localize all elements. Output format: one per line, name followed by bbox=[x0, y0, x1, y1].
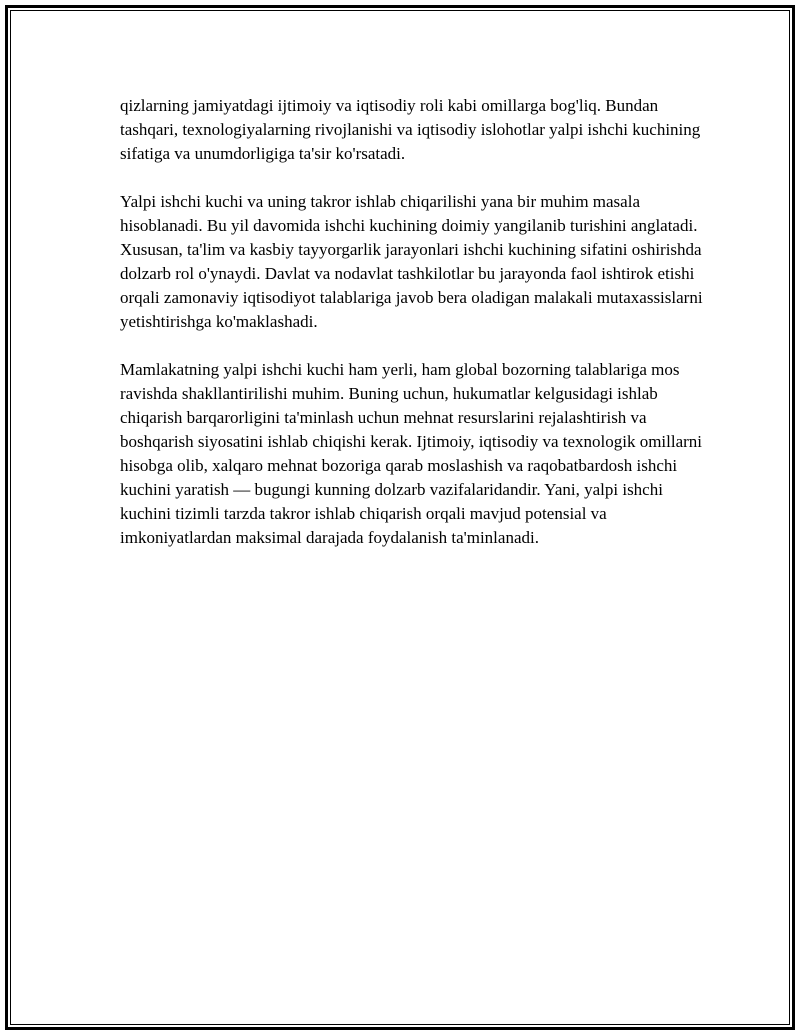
paragraph-2: Yalpi ishchi kuchi va uning takror ishlab chiqarilishi yana bir muhim masala hisoblanadi. Bu yil davomida ishchi kuchining doimiy yangilanib turishini anglatadi. Xususan, ta'lim va kasbiy tayyorgarlik jarayonlari ishchi kuchining sifatini oshirishda dolzarb rol o'ynaydi. Davlat va nodavlat tashkilotlar bu jarayonda faol ishtirok etishi orqali zamonaviy iqtisodiyot talablariga javob bera oladigan malakali mutaxassislarni yetishtirishga ko'maklashadi. bbox=[120, 192, 703, 331]
paragraph-1: qizlarning jamiyatdagi ijtimoiy va iqtisodiy roli kabi omillarga bog'liq. Bundan tashqari, texnologiyalarning rivojlanishi va iqtisodiy islohotlar yalpi ishchi kuchining sifatiga va unumdorligiga ta'sir ko'rsatadi. bbox=[120, 96, 701, 163]
page-border bbox=[5, 5, 795, 1030]
document-body bbox=[120, 94, 705, 574]
paragraph-3: Mamlakatning yalpi ishchi kuchi ham yerli, ham global bozorning talablariga mos ravishda shakllantirilishi muhim. Buning uchun, hukumatlar kelgusidagi ishlab chiqarish barqarorligini ta'minlash uchun mehnat resurslarini rejalashtirish va boshqarish siyosatini ishlab chiqishi kerak. Ijtimoiy, iqtisodiy va texnologik omillarni hisobga olib, xalqaro mehnat bozoriga qarab moslashish va raqobatbardosh ishchi kuchini yaratish — bugungi kunning dolzarb vazifalaridandir. Yani, yalpi ishchi kuchini tizimli tarzda takror ishlab chiqarish orqali mavjud potensial va imkoniyatlardan maksimal darajada foydalanish ta'minlanadi. bbox=[120, 360, 703, 547]
